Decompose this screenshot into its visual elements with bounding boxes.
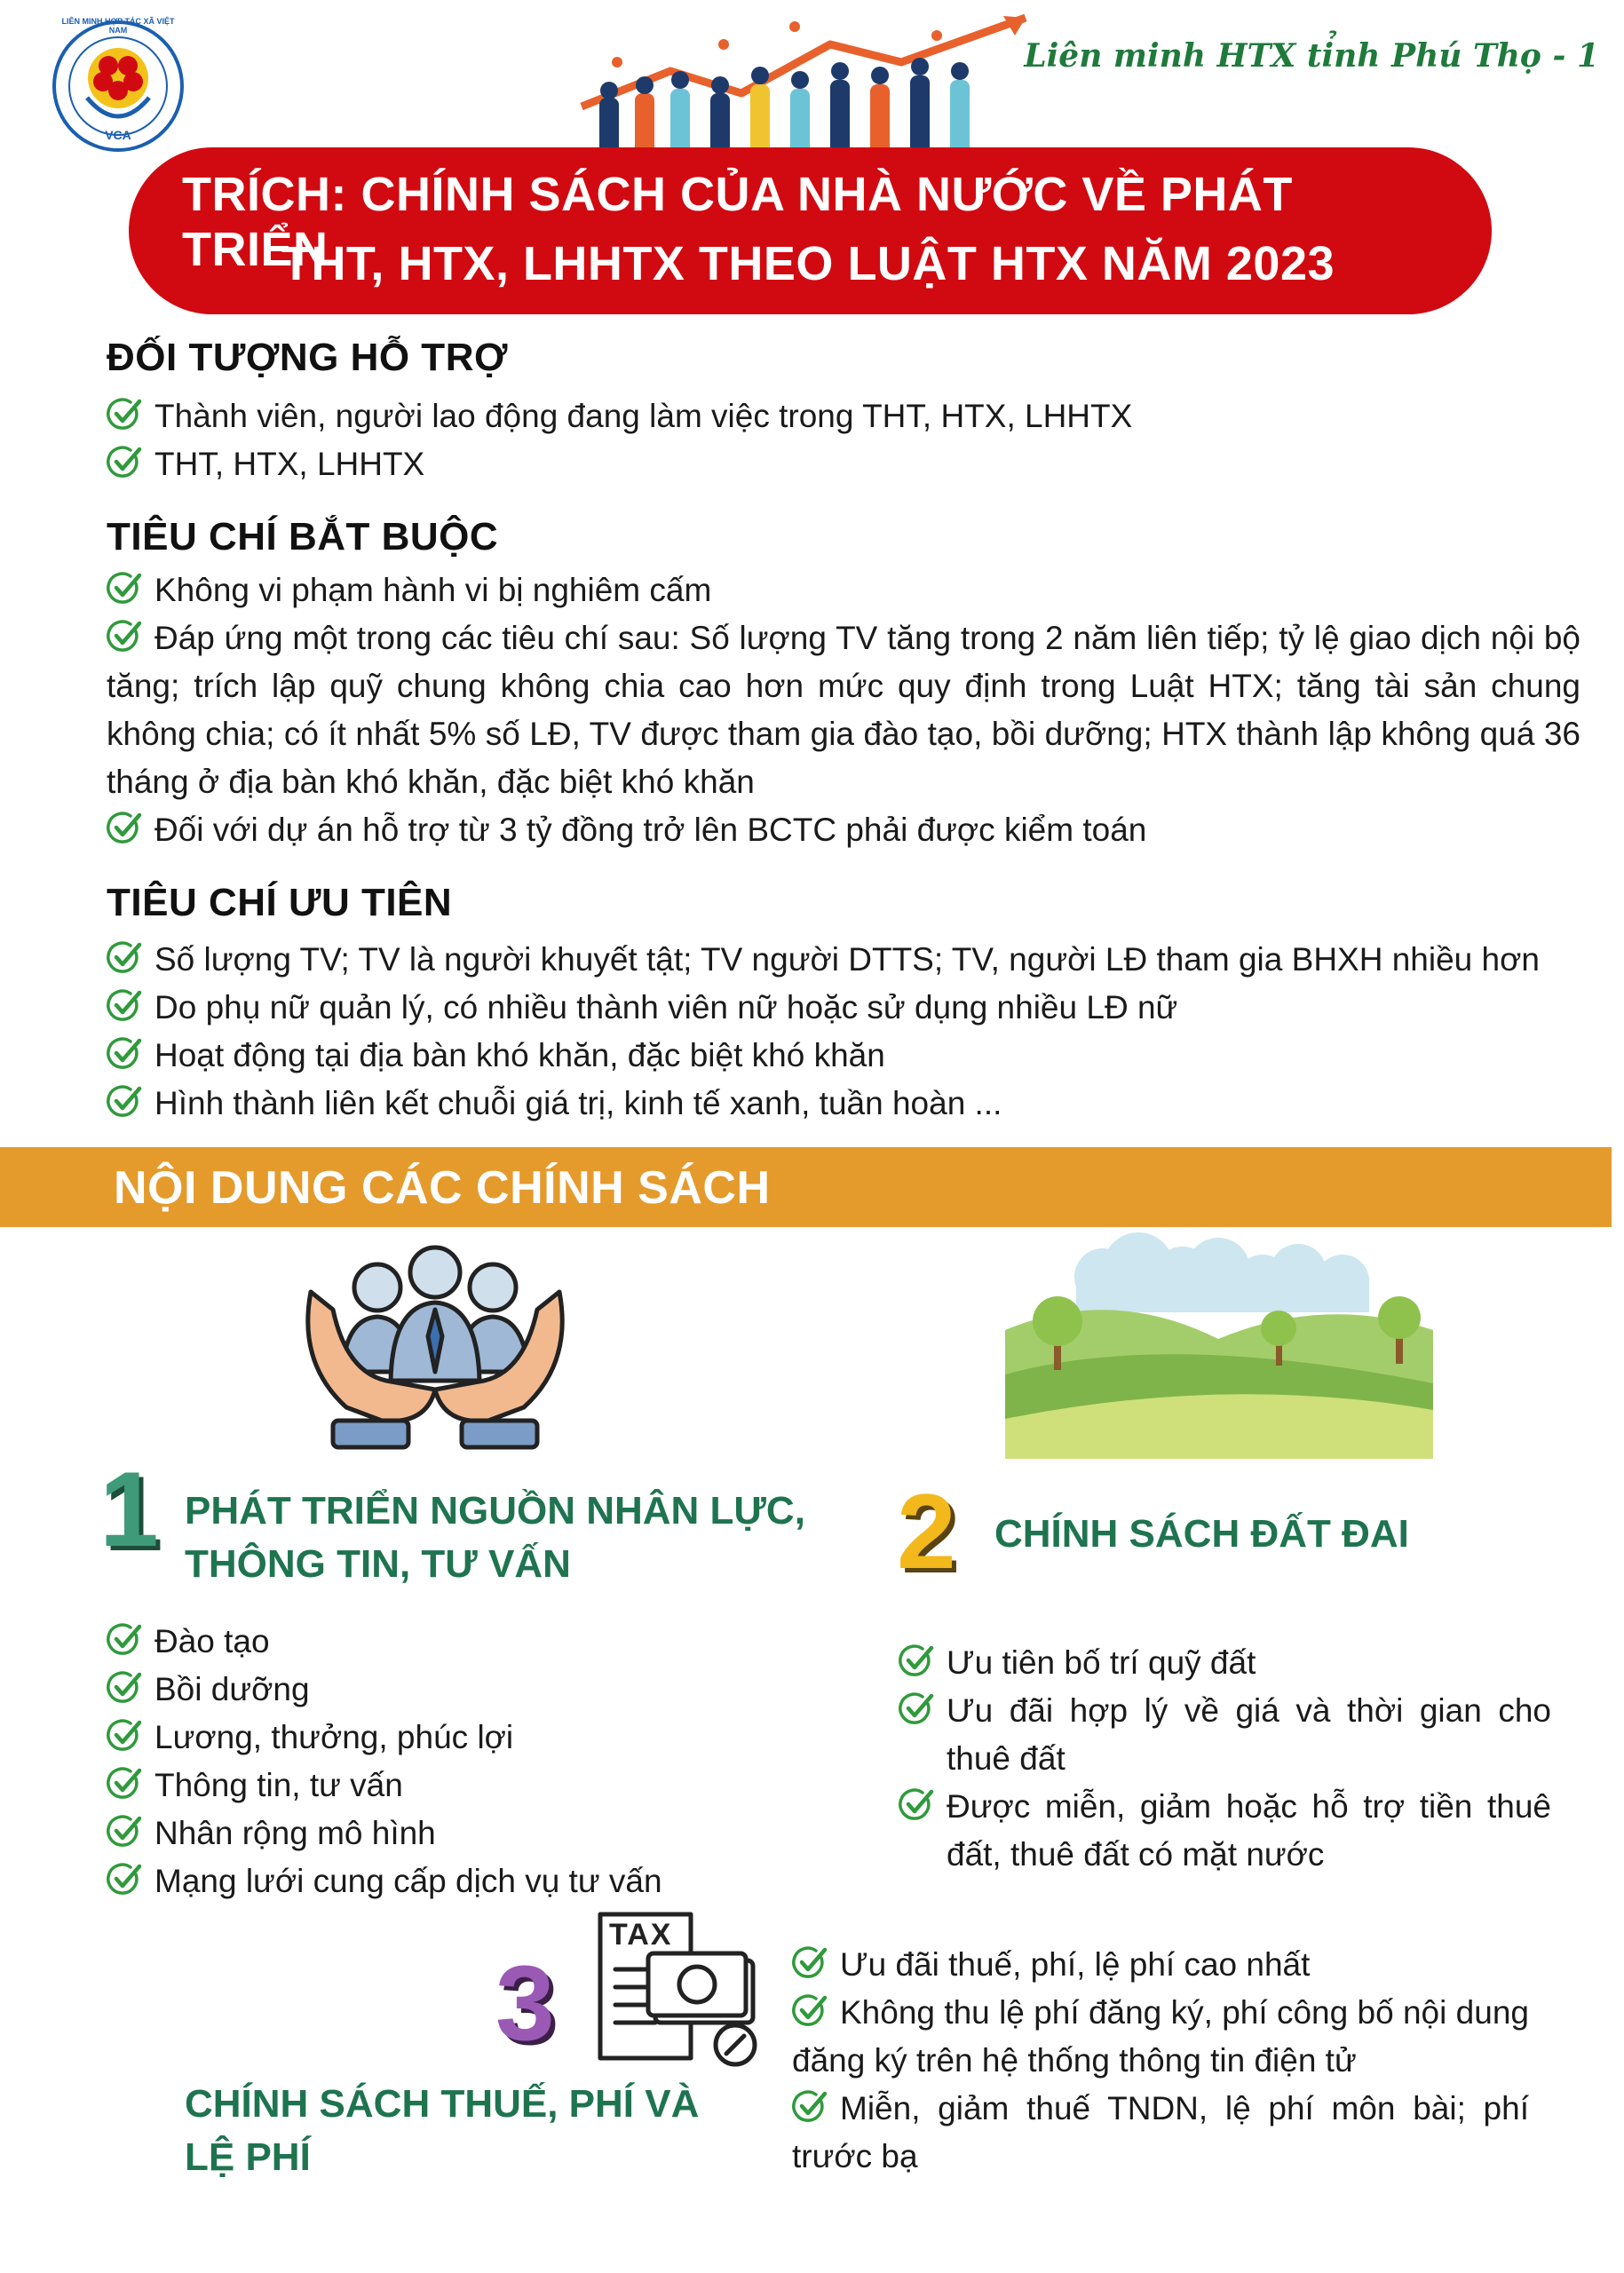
section-title-uu-tien: TIÊU CHÍ ƯU TIÊN xyxy=(107,881,453,924)
check-icon xyxy=(107,1718,142,1754)
logo-abbr: VCA xyxy=(105,128,131,142)
policy-1-title: PHÁT TRIỂN NGUỒN NHÂN LỰC, THÔNG TIN, TƯ VẤN xyxy=(185,1489,805,1586)
list-item: Miễn, giảm thuế TNDN, lệ phí môn bài; phí trước bạ xyxy=(792,2090,1529,2174)
noi-dung-title: NỘI DUNG CÁC CHÍNH SÁCH xyxy=(114,1162,771,1214)
check-icon xyxy=(792,2089,828,2125)
banner-line-2: THT, HTX, LHHTX THEO LUẬT HTX NĂM 2023 xyxy=(281,237,1335,290)
list-item: Ưu đãi hợp lý về giá và thời gian cho thuê đất xyxy=(899,1687,1551,1783)
uu-tien-list xyxy=(107,936,1598,1128)
org-tagline: Liên minh HTX tỉnh Phú Thọ - 1 xyxy=(1024,37,1599,75)
list-item: Ưu đãi thuế, phí, lệ phí cao nhất xyxy=(792,1941,1529,1989)
list-item: Thông tin, tư vấn xyxy=(107,1762,799,1810)
check-icon xyxy=(899,1787,934,1823)
list-item: Không thu lệ phí đăng ký, phí công bố nội dung đăng ký trên hệ thống thông tin điện tử xyxy=(792,1994,1529,2079)
check-icon xyxy=(107,988,142,1024)
check-icon xyxy=(107,1814,142,1849)
check-icon xyxy=(107,1766,142,1802)
list-item: Lương, thưởng, phúc lợi xyxy=(107,1714,799,1762)
list-item: Đào tạo xyxy=(107,1618,799,1666)
crowd-illustration xyxy=(564,9,1043,169)
list-item: Hình thành liên kết chuỗi giá trị, kinh tế xanh, tuần hoàn ... xyxy=(107,1080,1598,1128)
tax-icon xyxy=(593,1907,764,2071)
tax-label: TAX xyxy=(609,1918,673,1952)
check-icon xyxy=(899,1691,934,1727)
policy-2-number: 2 xyxy=(897,1472,956,1591)
check-icon xyxy=(107,940,142,976)
doi-tuong-list xyxy=(107,392,1580,488)
logo-ring-text: LIÊN MINH HỢP TÁC XÃ VIỆT NAM xyxy=(61,17,175,35)
list-item: THT, HTX, LHHTX xyxy=(107,440,1580,488)
list-item: Do phụ nữ quản lý, có nhiều thành viên nữ hoặc sử dụng nhiều LĐ nữ xyxy=(107,984,1598,1032)
check-icon xyxy=(107,397,142,432)
policy-3-number: 3 xyxy=(495,1944,555,2063)
list-item: Đáp ứng một trong các tiêu chí sau: Số lượng TV tăng trong 2 năm liên tiếp; tỷ lệ giao dịch nội bộ tăng; trích lập quỹ chung không chia cao hơn mức quy định trong Luật HTX; tăng tài sản chung không chia; có ít nhất 5% số LĐ, TV được tham gia đào tạo, bồi dưỡng; HTX thành lập không quá 36 tháng ở địa bàn khó khăn, đặc biệt khó khăn xyxy=(107,620,1580,800)
check-icon xyxy=(107,1862,142,1897)
check-icon xyxy=(792,1993,828,2029)
section-title-doi-tuong: ĐỐI TƯỢNG HỖ TRỢ xyxy=(107,336,508,379)
bat-buoc-list xyxy=(107,566,1580,854)
org-logo xyxy=(51,17,185,153)
check-icon xyxy=(107,571,142,606)
list-item: Bồi dưỡng xyxy=(107,1666,799,1714)
list-item: Được miễn, giảm hoặc hỗ trợ tiền thuê đất, thuê đất có mặt nước xyxy=(899,1783,1551,1879)
list-item: Nhân rộng mô hình xyxy=(107,1810,799,1857)
list-item: Hoạt động tại địa bàn khó khăn, đặc biệt khó khăn xyxy=(107,1032,1598,1080)
policy-1-number: 1 xyxy=(99,1450,159,1569)
check-icon xyxy=(107,811,142,846)
check-icon xyxy=(107,1036,142,1072)
landscape-illustration xyxy=(1005,1232,1433,1459)
check-icon xyxy=(107,619,142,654)
list-item: Mạng lưới cung cấp dịch vụ tư vấn xyxy=(107,1857,799,1905)
policy-3-title: CHÍNH SÁCH THUẾ, PHÍ VÀ LỆ PHÍ xyxy=(185,2082,700,2179)
list-item: Không vi phạm hành vi bị nghiêm cấm xyxy=(107,566,1580,614)
check-icon xyxy=(792,1945,828,1981)
policy-1-list xyxy=(107,1618,799,1905)
list-item: Số lượng TV; TV là người khuyết tật; TV người DTTS; TV, người LĐ tham gia BHXH nhiều hơn xyxy=(107,936,1598,984)
check-icon xyxy=(107,445,142,480)
policy-2-list xyxy=(899,1639,1551,1879)
check-icon xyxy=(107,1622,142,1658)
list-item: Đối với dự án hỗ trợ từ 3 tỷ đồng trở lên BCTC phải được kiểm toán xyxy=(107,806,1580,854)
list-item: Thành viên, người lao động đang làm việc trong THT, HTX, LHHTX xyxy=(107,392,1580,440)
check-icon xyxy=(107,1084,142,1120)
policy-2-title: CHÍNH SÁCH ĐẤT ĐAI xyxy=(994,1512,1409,1556)
list-item: Ưu tiên bố trí quỹ đất xyxy=(899,1639,1551,1687)
policy-3-list xyxy=(792,1941,1529,2181)
section-title-bat-buoc: TIÊU CHÍ BẮT BUỘC xyxy=(107,515,499,558)
banner-line-1: TRÍCH: CHÍNH SÁCH CỦA NHÀ NƯỚC VỀ PHÁT TRIỂN xyxy=(182,168,1293,276)
check-icon xyxy=(107,1670,142,1706)
check-icon xyxy=(899,1643,934,1679)
hands-people-illustration xyxy=(293,1239,577,1456)
